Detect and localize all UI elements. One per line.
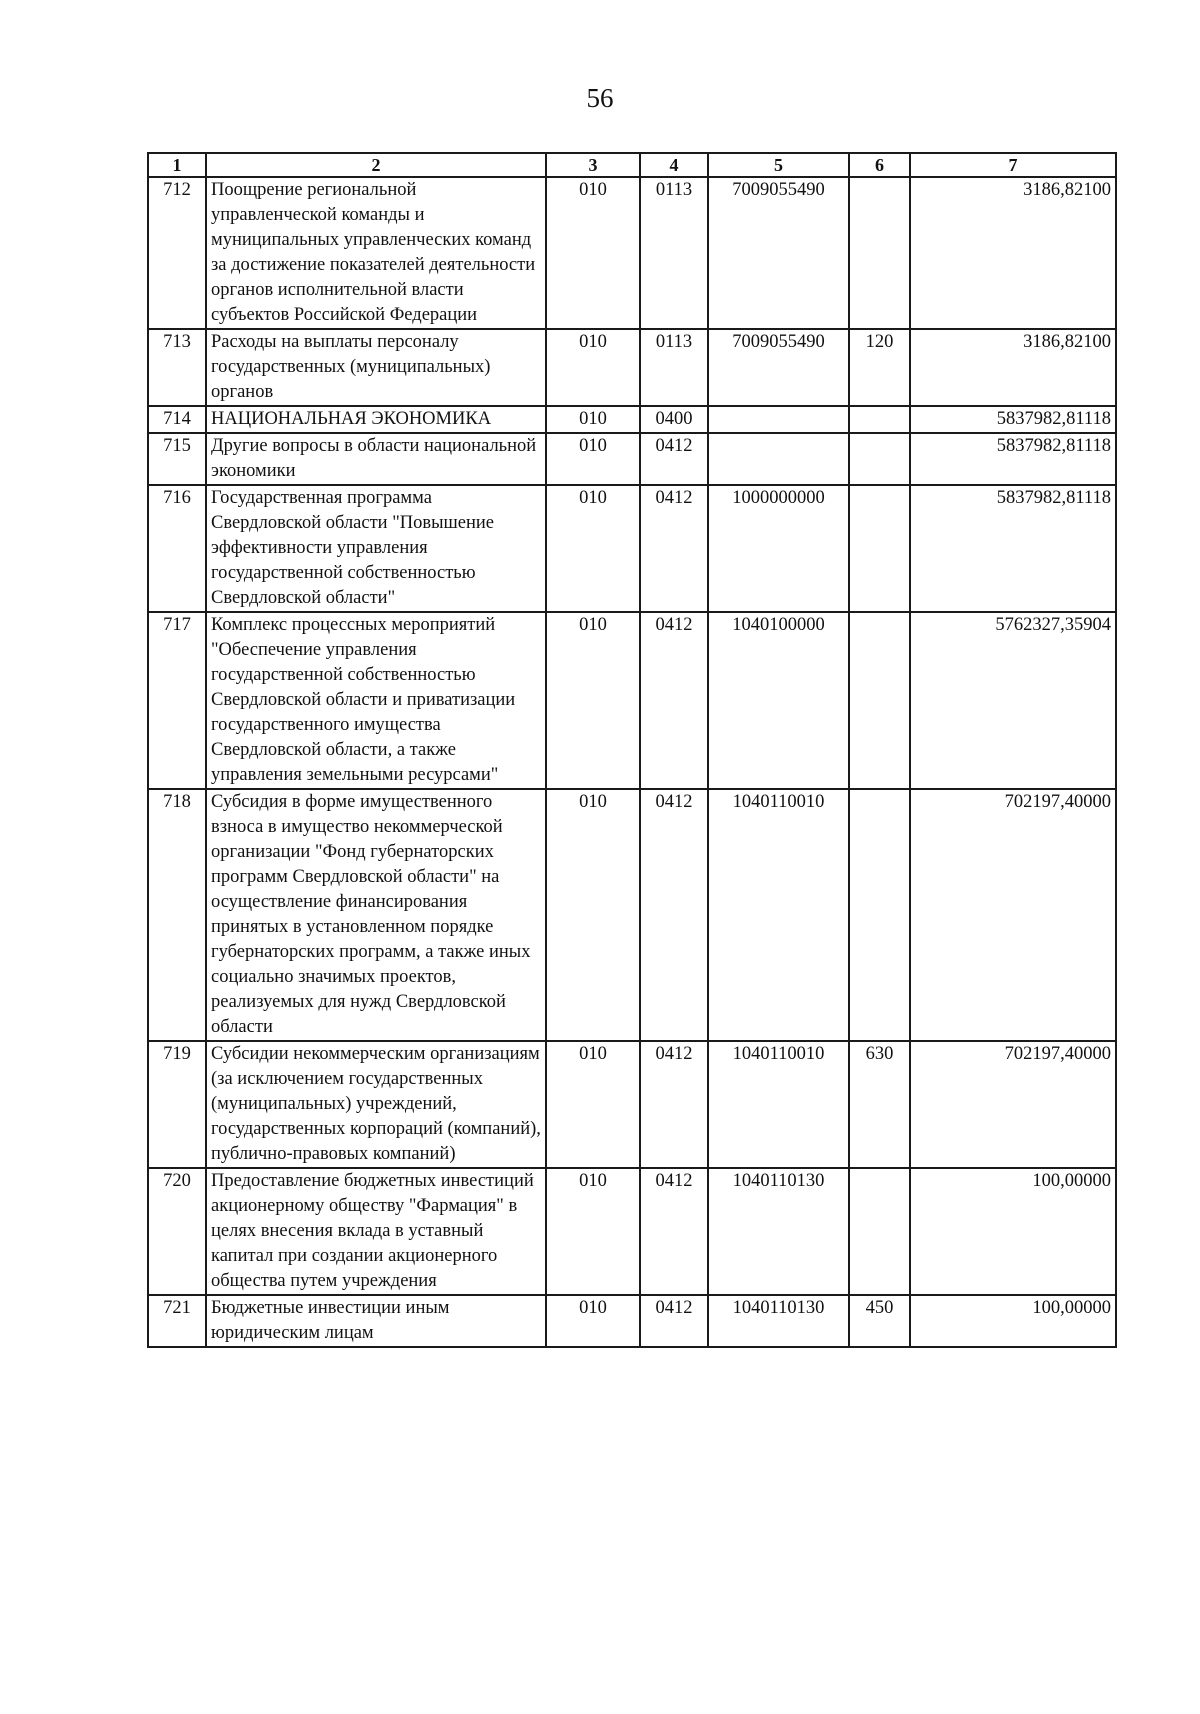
budget-table (147, 152, 1117, 1348)
table-row (148, 1295, 1116, 1347)
row-number: 714 (148, 406, 206, 433)
row-code-3: 010 (546, 177, 640, 329)
column-header: 2 (206, 153, 546, 177)
row-code-5 (708, 406, 849, 433)
row-amount: 702197,40000 (910, 789, 1116, 1041)
table-row (148, 1041, 1116, 1168)
row-code-3: 010 (546, 1041, 640, 1168)
row-number: 718 (148, 789, 206, 1041)
row-name: Поощрение региональной управленческой команды и муниципальных управленческих команд за достижение показателей деятельности органов исполнительной власти субъектов Российской Федерации (206, 177, 546, 329)
row-name: Комплекс процессных мероприятий "Обеспечение управления государственной собственностью Свердловской области и приватизации государственного имущества Свердловской области, а также управления земельными ресурсами" (206, 612, 546, 789)
row-code-5 (708, 433, 849, 485)
row-number: 721 (148, 1295, 206, 1347)
column-header: 4 (640, 153, 708, 177)
row-code-6 (849, 1168, 910, 1295)
column-header: 7 (910, 153, 1116, 177)
row-code-3: 010 (546, 1295, 640, 1347)
table-row (148, 177, 1116, 329)
row-code-4: 0113 (640, 177, 708, 329)
row-number: 712 (148, 177, 206, 329)
row-code-4: 0412 (640, 1295, 708, 1347)
row-number: 717 (148, 612, 206, 789)
row-code-4: 0412 (640, 485, 708, 612)
row-name: НАЦИОНАЛЬНАЯ ЭКОНОМИКА (206, 406, 546, 433)
row-number: 715 (148, 433, 206, 485)
row-code-4: 0412 (640, 433, 708, 485)
row-code-5: 7009055490 (708, 329, 849, 406)
row-amount: 100,00000 (910, 1295, 1116, 1347)
table-row (148, 1168, 1116, 1295)
row-code-5: 1040110130 (708, 1295, 849, 1347)
row-name: Другие вопросы в области национальной экономики (206, 433, 546, 485)
row-amount: 5837982,81118 (910, 406, 1116, 433)
row-name: Субсидии некоммерческим организациям (за исключением государственных (муниципальных) учреждений, государственных корпораций (компаний), публично-правовых компаний) (206, 1041, 546, 1168)
table-row (148, 485, 1116, 612)
row-code-3: 010 (546, 1168, 640, 1295)
row-name: Субсидия в форме имущественного взноса в имущество некоммерческой организации "Фонд губернаторских программ Свердловской области" на осуществление финансирования принятых в установленном порядке губернаторских программ, а также иных социально значимых проектов, реализуемых для нужд Свердловской области (206, 789, 546, 1041)
row-amount: 3186,82100 (910, 329, 1116, 406)
row-code-3: 010 (546, 433, 640, 485)
row-code-6 (849, 789, 910, 1041)
column-header: 3 (546, 153, 640, 177)
row-number: 716 (148, 485, 206, 612)
row-code-6: 450 (849, 1295, 910, 1347)
row-code-4: 0412 (640, 1041, 708, 1168)
table-row (148, 789, 1116, 1041)
column-header: 1 (148, 153, 206, 177)
row-amount: 5837982,81118 (910, 433, 1116, 485)
row-code-6: 120 (849, 329, 910, 406)
row-code-4: 0400 (640, 406, 708, 433)
row-code-5: 1040110010 (708, 1041, 849, 1168)
row-code-3: 010 (546, 329, 640, 406)
row-number: 720 (148, 1168, 206, 1295)
row-code-4: 0412 (640, 1168, 708, 1295)
row-amount: 702197,40000 (910, 1041, 1116, 1168)
column-header: 6 (849, 153, 910, 177)
row-amount: 5837982,81118 (910, 485, 1116, 612)
row-number: 713 (148, 329, 206, 406)
table-row (148, 406, 1116, 433)
row-name: Предоставление бюджетных инвестиций акционерному обществу "Фармация" в целях внесения вклада в уставный капитал при создании акционерного общества путем учреждения (206, 1168, 546, 1295)
row-code-5: 1040110010 (708, 789, 849, 1041)
table-row (148, 329, 1116, 406)
row-code-6 (849, 612, 910, 789)
row-code-4: 0113 (640, 329, 708, 406)
row-name: Бюджетные инвестиции иным юридическим лицам (206, 1295, 546, 1347)
table-row (148, 612, 1116, 789)
row-code-5: 1040110130 (708, 1168, 849, 1295)
column-header: 5 (708, 153, 849, 177)
table-header-row (148, 153, 1116, 177)
row-name: Государственная программа Свердловской области "Повышение эффективности управления государственной собственностью Свердловской области" (206, 485, 546, 612)
row-number: 719 (148, 1041, 206, 1168)
row-code-5: 7009055490 (708, 177, 849, 329)
table-row (148, 433, 1116, 485)
row-code-4: 0412 (640, 789, 708, 1041)
row-name: Расходы на выплаты персоналу государственных (муниципальных) органов (206, 329, 546, 406)
row-code-3: 010 (546, 789, 640, 1041)
row-amount: 100,00000 (910, 1168, 1116, 1295)
row-code-6 (849, 433, 910, 485)
row-code-6: 630 (849, 1041, 910, 1168)
row-code-3: 010 (546, 406, 640, 433)
row-code-6 (849, 485, 910, 612)
row-code-5: 1040100000 (708, 612, 849, 789)
row-amount: 5762327,35904 (910, 612, 1116, 789)
row-amount: 3186,82100 (910, 177, 1116, 329)
page-number: 56 (586, 83, 614, 113)
row-code-6 (849, 177, 910, 329)
row-code-6 (849, 406, 910, 433)
row-code-3: 010 (546, 485, 640, 612)
row-code-4: 0412 (640, 612, 708, 789)
row-code-3: 010 (546, 612, 640, 789)
row-code-5: 1000000000 (708, 485, 849, 612)
